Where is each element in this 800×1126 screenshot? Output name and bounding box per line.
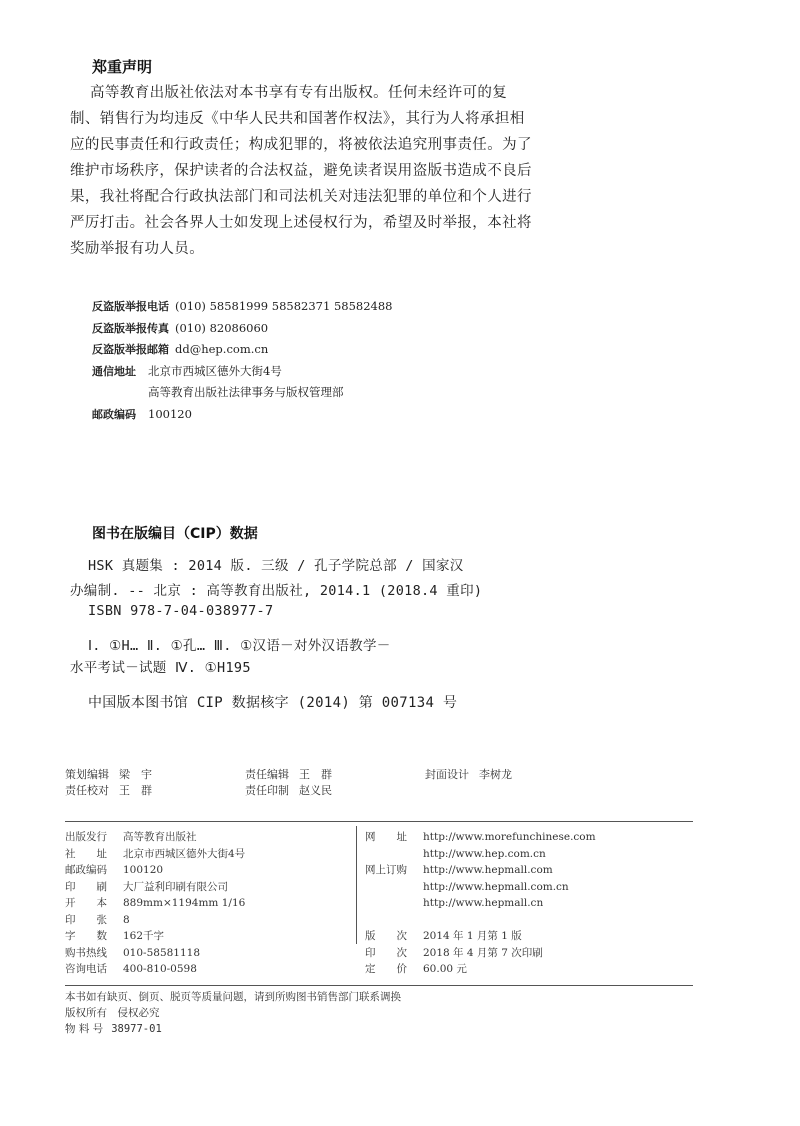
pubinfo-value: 高等教育出版社 [123,831,197,843]
notice-line: 奖励举报有功人员。 [70,241,205,257]
planner-label: 策划编辑 [65,768,109,781]
postcode-label: 邮政编码 [92,407,136,421]
address-line1: 北京市西城区德外大街4号 [148,363,282,378]
footer-material [65,1021,162,1037]
cip-line-1: HSK 真题集 : 2014 版. 三级 / 孔子学院总部 / 国家汉 [88,558,464,574]
contact-address [92,361,393,383]
credits-row-2 [65,783,152,799]
cover-label: 封面设计 [425,768,469,781]
contact-email [92,339,393,361]
cip-line-6: 中国版本图书馆 CIP 数据核字 (2014) 第 007134 号 [88,695,458,711]
pubinfo-value: http://www.hepmall.cn [423,897,544,909]
pubinfo-label: 咨询电话 [65,963,107,975]
fax-value: (010) 82086060 [175,320,269,335]
address-label: 通信地址 [92,364,136,378]
phone-label: 反盗版举报电话 [92,300,169,313]
pubinfo-value: 2018 年 4 月第 7 次印刷 [423,946,543,959]
contact-block [92,296,393,425]
pubinfo-value: 大厂益利印刷有限公司 [123,880,228,893]
pubinfo-value: http://www.hepmall.com [423,864,553,876]
pubinfo-label: 网 址 [365,831,407,843]
pubinfo-label: 印 次 [365,946,407,959]
pubinfo-value: 010-58581118 [123,946,201,959]
notice-title: 郑重声明 [92,58,153,76]
pubinfo-label: 网上订购 [365,864,407,876]
material-label: 物 料 号 [65,1023,104,1035]
pubinfo-label: 出版发行 [65,831,107,843]
cover-credit [425,767,512,783]
footer-line-1: 本书如有缺页、倒页、脱页等质量问题，请到所购图书销售部门联系调换 [65,991,401,1003]
cover-name: 李树龙 [479,768,512,781]
cip-line-3: ISBN 978-7-04-038977-7 [88,603,274,619]
contact-address-2 [92,382,393,404]
cip-title: 图书在版编目（CIP）数据 [92,526,258,542]
pubinfo-label: 开 本 [65,897,107,909]
editor-credit [245,767,332,783]
notice-body [70,80,532,262]
pubinfo-value: 889mm×1194mm 1/16 [123,897,246,909]
address-line2: 高等教育出版社法律事务与版权管理部 [148,385,344,399]
pubinfo-bottom-rule [65,985,693,986]
phone-value: (010) 58581999 58582371 58582488 [175,299,393,313]
pubinfo-value: 400-810-0598 [123,963,197,975]
notice-line: 维护市场秩序，保护读者的合法权益，避免读者误用盗版书造成不良后 [70,163,532,179]
pubinfo-label: 字 数 [65,930,107,942]
planner-name: 梁 宇 [119,768,152,781]
cip-line-5: 水平考试－试题 Ⅳ. ①H195 [70,660,251,676]
editor-name: 王 群 [299,768,332,781]
cip-line-4: Ⅰ. ①H… Ⅱ. ①孔… Ⅲ. ①汉语－对外汉语教学－ [88,638,391,654]
pubinfo-label: 印 刷 [65,880,107,893]
pubinfo-value: 100120 [123,864,164,876]
notice-line: 高等教育出版社依法对本书享有专有出版权。任何未经许可的复 [90,85,508,101]
pubinfo-label: 社 址 [65,847,107,860]
fax-label: 反盗版举报传真 [92,321,169,335]
pubinfo-value: http://www.morefunchinese.com [423,831,596,843]
print-credit [245,783,332,799]
pubinfo-label: 购书热线 [65,946,107,959]
email-label: 反盗版举报邮箱 [92,343,169,356]
pubinfo-divider [356,826,357,944]
notice-line: 应的民事责任和行政责任；构成犯罪的，将被依法追究刑事责任。为了 [70,137,532,153]
pubinfo-top-rule [65,821,693,822]
notice-line: 严厉打击。社会各界人士如发现上述侵权行为，希望及时举报，本社将 [70,215,532,231]
pubinfo-value: http://www.hep.com.cn [423,847,546,860]
credits-row-1 [65,767,152,783]
pubinfo-value: 60.00 元 [423,963,467,975]
pubinfo-label: 版 次 [365,930,407,942]
print-name: 赵义民 [299,784,332,797]
pubinfo-label: 印 张 [65,913,107,926]
cip-line-2: 办编制. -- 北京 : 高等教育出版社, 2014.1 (2018.4 重印) [70,583,483,599]
pubinfo-value: 8 [123,913,130,926]
material-value: 38977-01 [111,1023,162,1035]
contact-postcode [92,404,393,426]
pubinfo-value: 162千字 [123,930,165,942]
editor-label: 责任编辑 [245,768,289,781]
postcode-value: 100120 [148,406,192,421]
contact-fax [92,318,393,340]
footer-line-2: 版权所有 侵权必究 [65,1007,160,1019]
proof-name: 王 群 [119,784,152,797]
contact-phone [92,296,393,318]
print-label: 责任印制 [245,784,289,797]
email-value: dd@hep.com.cn [175,342,269,356]
pubinfo-label: 邮政编码 [65,864,107,876]
proof-label: 责任校对 [65,784,109,797]
notice-line: 制、销售行为均违反《中华人民共和国著作权法》，其行为人将承担相 [70,111,525,127]
pubinfo-value: http://www.hepmall.com.cn [423,880,569,893]
pubinfo-value: 2014 年 1 月第 1 版 [423,930,522,942]
pubinfo-label: 定 价 [365,963,407,975]
notice-line: 果，我社将配合行政执法部门和司法机关对违法犯罪的单位和个人进行 [70,189,532,205]
pubinfo-value: 北京市西城区德外大街4号 [123,847,246,860]
